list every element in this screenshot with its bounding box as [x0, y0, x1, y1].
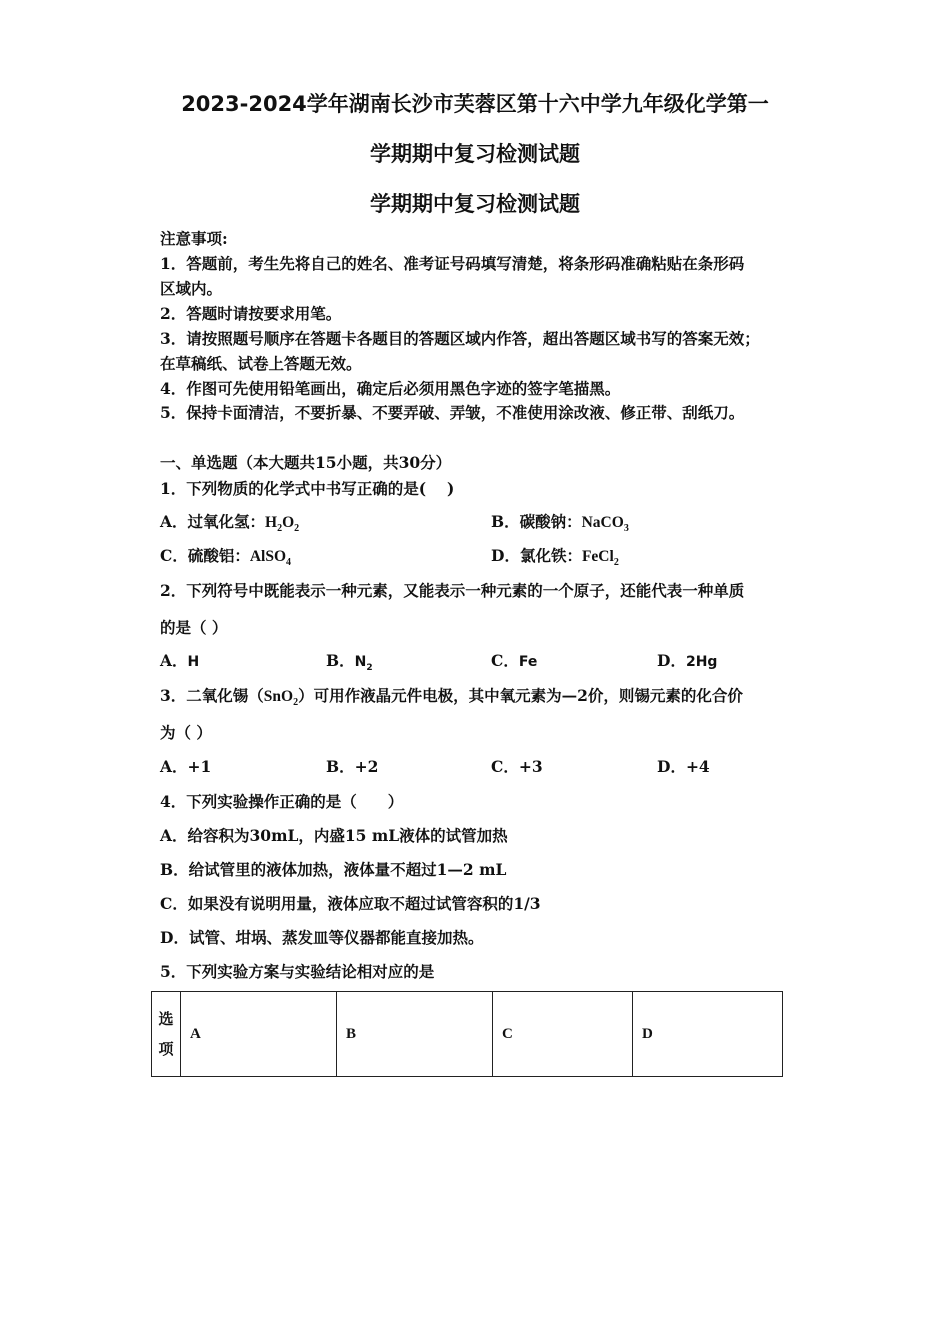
notes-heading: 注意事项:	[160, 229, 228, 248]
q5-options-table	[151, 991, 783, 1077]
q1-a-s1: 2	[277, 523, 283, 535]
q1-c-f1: AlSO	[249, 548, 287, 565]
q1-b-s1: 3	[623, 523, 629, 535]
q3-formula-sub: 2	[293, 697, 299, 709]
table-label-line-2: 项	[158, 1040, 174, 1058]
title-line-2: 学期期中复习检测试题	[370, 142, 580, 166]
q3-stem-1	[160, 684, 743, 708]
q2-option-b-value	[354, 654, 373, 673]
table-cell-d: D	[633, 992, 783, 1077]
q1-option-a	[160, 510, 299, 534]
q2-option-c-label: C．	[491, 651, 519, 670]
note-item-5: 5．保持卡面清洁，不要折暴、不要弄破、弄皱，不准使用涂改液、修正带、刮纸刀。	[160, 403, 745, 422]
q3-option-a: A．+1	[160, 757, 212, 776]
q1-option-b	[491, 510, 629, 534]
title-line-3: 学期期中复习检测试题	[370, 192, 580, 216]
note-item-3a: 3．请按照题号顺序在答题卡各题目的答题区域内作答，超出答题区域书写的答案无效；	[160, 329, 760, 348]
q2-stem-1: 2．下列符号中既能表示一种元素，又能表示一种元素的一个原子，还能代表一种单质	[160, 581, 745, 600]
q1-stem: 1．下列物质的化学式中书写正确的是( )	[160, 479, 455, 498]
note-item-4: 4．作图可先使用铅笔画出，确定后必须用黑色字迹的签字笔描黑。	[160, 379, 621, 398]
title-line-1: 2023-2024学年湖南长沙市芙蓉区第十六中学九年级化学第一	[181, 92, 769, 116]
table-row	[152, 992, 783, 1077]
section-heading: 一、单选题（本大题共15小题，共30分）	[160, 453, 452, 472]
table-cell-a: A	[181, 992, 337, 1077]
q3-stem-2: 为（ ）	[160, 723, 212, 742]
q2-b-sub: 2	[366, 662, 373, 673]
q4-option-a: A．给容积为30mL，内盛15 mL液体的试管加热	[160, 826, 508, 845]
q3-formula-main: SnO	[263, 688, 294, 705]
q2-option-d	[657, 649, 717, 671]
q3-option-c: C．+3	[491, 757, 543, 776]
q1-b-f1: NaCO	[581, 514, 624, 531]
q1-a-f1: H	[265, 514, 278, 531]
note-item-3b: 在草稿纸、试卷上答题无效。	[160, 354, 362, 373]
q4-option-d: D．试管、坩埚、蒸发皿等仪器都能直接加热。	[160, 928, 484, 947]
q3-stem-1b: ）可用作液晶元件电极，其中氧元素为—2价，则锡元素的化合价	[298, 686, 743, 705]
q1-option-d-formula	[581, 548, 619, 569]
q1-option-c-label: C．硫酸铝：	[160, 546, 250, 565]
q3-option-b: B．+2	[326, 757, 379, 776]
q1-option-c-formula	[249, 548, 292, 569]
q1-d-s1: 2	[613, 557, 619, 569]
q1-option-d-label: D．氯化铁：	[491, 546, 582, 565]
q1-option-a-formula	[265, 514, 300, 535]
q3-formula	[263, 688, 299, 709]
q2-option-a-value: H	[187, 654, 200, 670]
table-label-line-1: 选	[158, 1010, 174, 1028]
q4-option-c: C．如果没有说明用量，液体应取不超过试管容积的1/3	[160, 894, 541, 913]
q1-c-s1: 4	[286, 557, 292, 569]
q1-option-b-formula	[581, 514, 629, 535]
note-item-1b: 区域内。	[160, 279, 223, 298]
q1-option-c	[160, 544, 291, 568]
q1-option-b-label: B．碳酸钠：	[491, 512, 582, 531]
q1-a-f2: O	[282, 514, 295, 531]
q1-option-d	[491, 544, 619, 568]
q2-option-c-value: Fe	[518, 654, 538, 670]
q2-b-val: N	[354, 654, 367, 670]
q2-option-c	[491, 649, 537, 671]
table-cell-b: B	[337, 992, 493, 1077]
q2-option-a	[160, 649, 199, 671]
q1-a-s2: 2	[294, 523, 300, 535]
q2-option-a-label: A．	[160, 651, 188, 670]
q1-option-a-label: A．过氧化氢：	[160, 512, 266, 531]
table-cell-c: C	[493, 992, 633, 1077]
q2-option-b	[326, 649, 373, 673]
note-item-2: 2．答题时请按要求用笔。	[160, 304, 342, 323]
table-label-cell	[152, 992, 181, 1077]
q4-stem: 4．下列实验操作正确的是（ ）	[160, 792, 404, 811]
q3-stem-1a: 3．二氧化锡（	[160, 686, 264, 705]
q2-option-d-label: D．	[657, 651, 686, 670]
note-item-1a: 1．答题前，考生先将自己的姓名、准考证号码填写清楚，将条形码准确粘贴在条形码	[160, 254, 745, 273]
q2-option-b-label: B．	[326, 651, 355, 670]
q5-stem: 5．下列实验方案与实验结论相对应的是	[160, 962, 435, 981]
q4-option-b: B．给试管里的液体加热，液体量不超过1—2 mL	[160, 860, 507, 879]
q1-d-f1: FeCl	[581, 548, 614, 565]
q2-stem-2: 的是（ ）	[160, 618, 228, 637]
q2-option-d-value: 2Hg	[685, 654, 718, 670]
q3-option-d: D．+4	[657, 757, 710, 776]
